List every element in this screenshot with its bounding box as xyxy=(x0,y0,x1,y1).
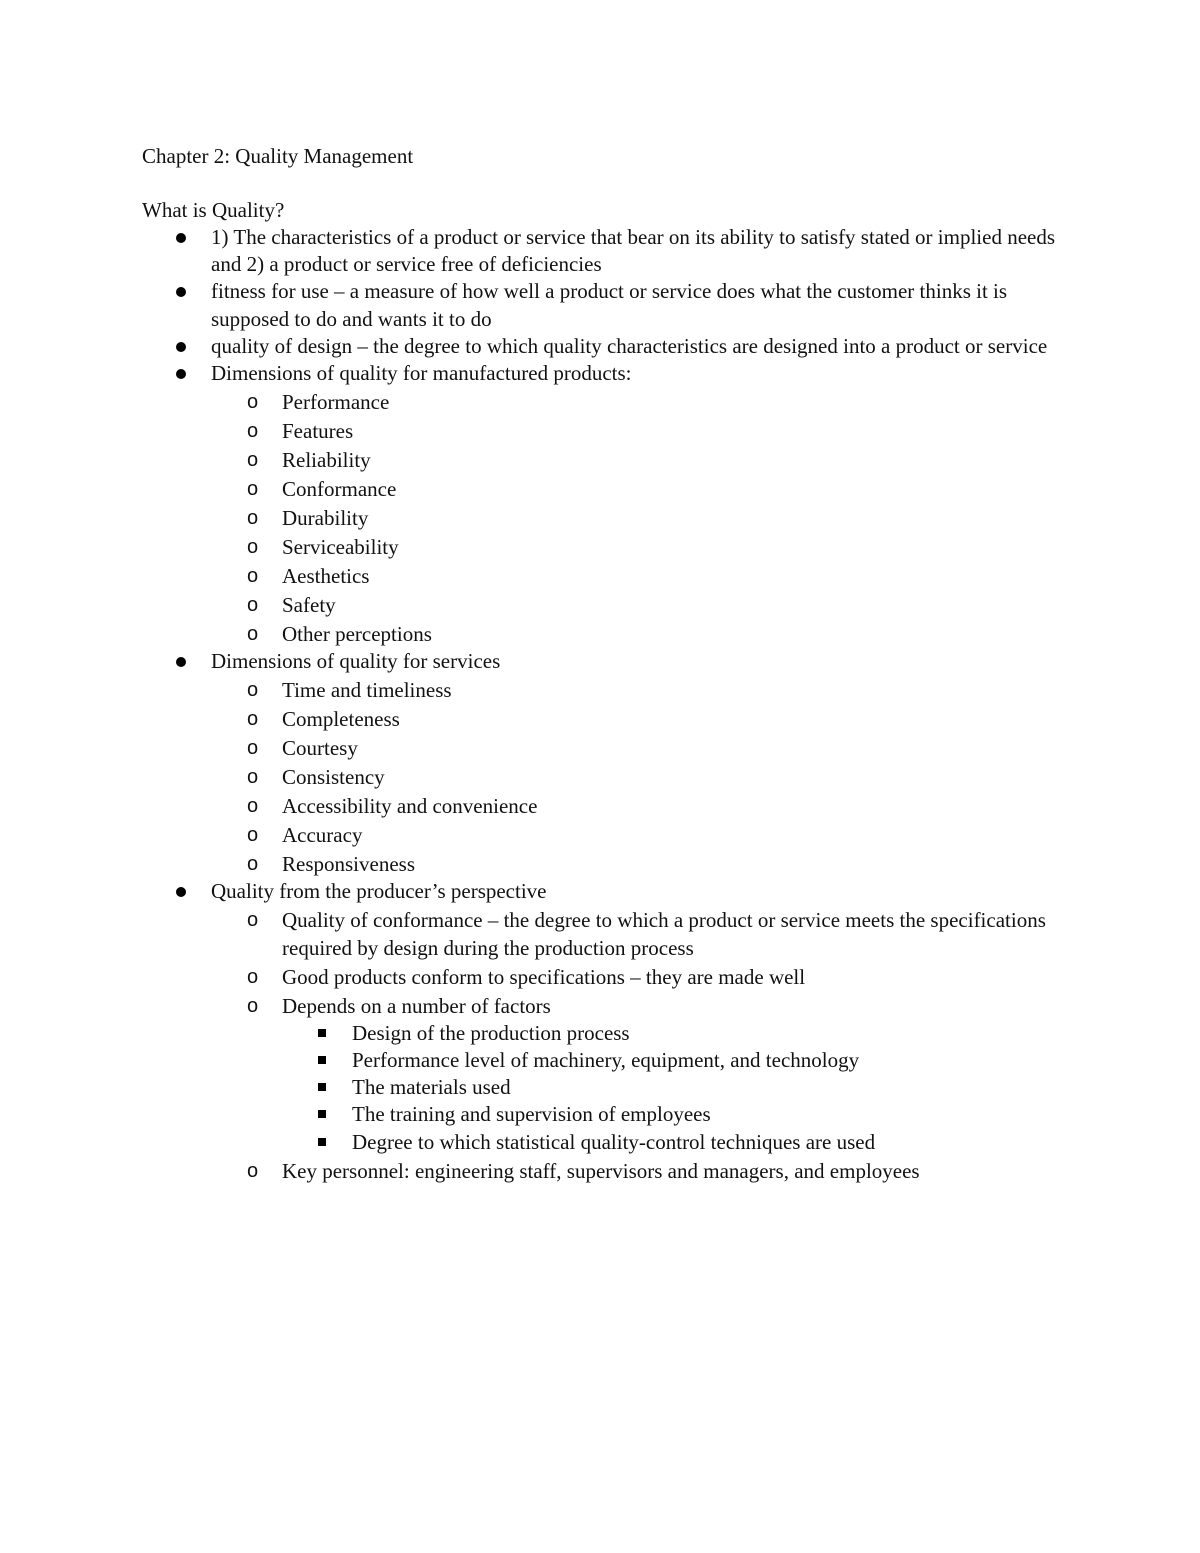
sub-list-item-text: Key personnel: engineering staff, supervisors and managers, and employees xyxy=(282,1158,920,1183)
list-item-text: Dimensions of quality for services xyxy=(211,649,501,674)
sub-sub-list-item xyxy=(0,1047,1200,1074)
sub-list-item-text: Safety xyxy=(282,593,336,618)
list-item-text: Quality from the producer’s perspective xyxy=(211,879,547,904)
sub-list-item-text: Other perceptions xyxy=(282,622,432,647)
sub-list-item-text: Consistency xyxy=(282,765,385,790)
circle-bullet-icon: o xyxy=(247,623,259,646)
list-item-text: Dimensions of quality for manufactured products: xyxy=(211,361,632,386)
sub-list-item-text: Time and timeliness xyxy=(282,678,452,703)
sub-sub-list-item xyxy=(0,1101,1200,1128)
bullet-dot-icon xyxy=(176,233,186,243)
list-item-text: fitness for use – a measure of how well a product or service does what the customer thinks it is supposed to do and wants it to do xyxy=(211,279,1008,331)
sub-list-item xyxy=(0,447,1200,474)
circle-bullet-icon: o xyxy=(247,737,259,760)
sub-list-item xyxy=(0,621,1200,648)
circle-bullet-icon: o xyxy=(247,853,259,876)
bullet-dot-icon xyxy=(176,342,186,352)
circle-bullet-icon: o xyxy=(247,594,259,617)
circle-bullet-icon: o xyxy=(247,766,259,789)
circle-bullet-icon: o xyxy=(247,708,259,731)
square-bullet-icon xyxy=(318,1029,326,1037)
sub-list-item xyxy=(0,534,1200,561)
sub-list-item xyxy=(0,505,1200,532)
sub-list-item xyxy=(0,418,1200,445)
sub-list-item xyxy=(0,735,1200,762)
circle-bullet-icon: o xyxy=(247,507,259,530)
chapter-title: Chapter 2: Quality Management xyxy=(142,144,414,168)
sub-list-item xyxy=(0,764,1200,791)
section-heading: What is Quality? xyxy=(142,198,285,222)
circle-bullet-icon: o xyxy=(247,965,259,988)
sub-list-item-text: Courtesy xyxy=(282,736,358,761)
circle-bullet-icon: o xyxy=(247,909,259,932)
list-item xyxy=(0,878,1200,905)
sub-list-item-text: Conformance xyxy=(282,477,397,502)
bullet-dot-icon xyxy=(176,657,186,667)
sub-sub-list-item-text: The training and supervision of employees xyxy=(352,1102,711,1127)
list-item-text: 1) The characteristics of a product or service that bear on its ability to satisfy stated or implied needs and 2) a product or service free of deficiencies xyxy=(211,225,1056,277)
circle-bullet-icon: o xyxy=(247,391,259,414)
square-bullet-icon xyxy=(318,1138,326,1146)
list-item xyxy=(0,278,1200,332)
sub-sub-list-item-text: The materials used xyxy=(352,1075,511,1100)
sub-sub-list-item-text: Performance level of machinery, equipment, and technology xyxy=(352,1048,860,1073)
sub-list-item xyxy=(0,907,1200,961)
sub-list-item-text: Performance xyxy=(282,390,390,415)
bullet-dot-icon xyxy=(176,887,186,897)
circle-bullet-icon: o xyxy=(247,994,259,1017)
bullet-dot-icon xyxy=(176,287,186,297)
sub-list-item xyxy=(0,476,1200,503)
sub-list-item-text: Serviceability xyxy=(282,535,399,560)
circle-bullet-icon: o xyxy=(247,795,259,818)
sub-list-item xyxy=(0,993,1200,1020)
sub-list-item xyxy=(0,706,1200,733)
sub-sub-list-item-text: Degree to which statistical quality-control techniques are used xyxy=(352,1129,876,1154)
sub-list-item-text: Quality of conformance – the degree to which a product or service meets the specifications required by design during the production process xyxy=(282,908,1046,960)
sub-list-item-text: Aesthetics xyxy=(282,564,370,589)
sub-list-item-text: Accessibility and convenience xyxy=(282,794,538,819)
sub-sub-list-item xyxy=(0,1074,1200,1101)
sub-sub-list-item xyxy=(0,1020,1200,1047)
circle-bullet-icon: o xyxy=(247,449,259,472)
sub-list-item-text: Completeness xyxy=(282,707,400,732)
circle-bullet-icon: o xyxy=(247,824,259,847)
bullet-list xyxy=(0,224,1200,1185)
sub-list-item xyxy=(0,389,1200,416)
sub-list-item-text: Depends on a number of factors xyxy=(282,993,551,1018)
list-item xyxy=(0,648,1200,675)
circle-bullet-icon: o xyxy=(247,478,259,501)
circle-bullet-icon: o xyxy=(247,565,259,588)
list-item xyxy=(0,333,1200,360)
sub-list-item-text: Good products conform to specifications – they are made well xyxy=(282,964,806,989)
circle-bullet-icon: o xyxy=(247,420,259,443)
sub-list-item xyxy=(0,964,1200,991)
sub-list-item-text: Accuracy xyxy=(282,823,363,848)
list-item xyxy=(0,360,1200,387)
sub-sub-list-item-text: Design of the production process xyxy=(352,1020,630,1045)
sub-list-item xyxy=(0,851,1200,878)
sub-list-item xyxy=(0,1158,1200,1185)
sub-list-item-text: Durability xyxy=(282,506,369,531)
sub-list-item xyxy=(0,677,1200,704)
sub-list-item-text: Features xyxy=(282,419,354,444)
square-bullet-icon xyxy=(318,1056,326,1064)
list-item xyxy=(0,224,1200,278)
list-item-text: quality of design – the degree to which quality characteristics are designed into a product or service xyxy=(211,333,1048,358)
square-bullet-icon xyxy=(318,1110,326,1118)
sub-list-item-text: Reliability xyxy=(282,448,371,473)
sub-list-item xyxy=(0,563,1200,590)
circle-bullet-icon: o xyxy=(247,536,259,559)
sub-list-item xyxy=(0,793,1200,820)
circle-bullet-icon: o xyxy=(247,1159,259,1182)
sub-list-item-text: Responsiveness xyxy=(282,852,415,877)
sub-sub-list-item xyxy=(0,1129,1200,1156)
sub-list-item xyxy=(0,592,1200,619)
bullet-dot-icon xyxy=(176,369,186,379)
square-bullet-icon xyxy=(318,1083,326,1091)
circle-bullet-icon: o xyxy=(247,679,259,702)
sub-list-item xyxy=(0,822,1200,849)
